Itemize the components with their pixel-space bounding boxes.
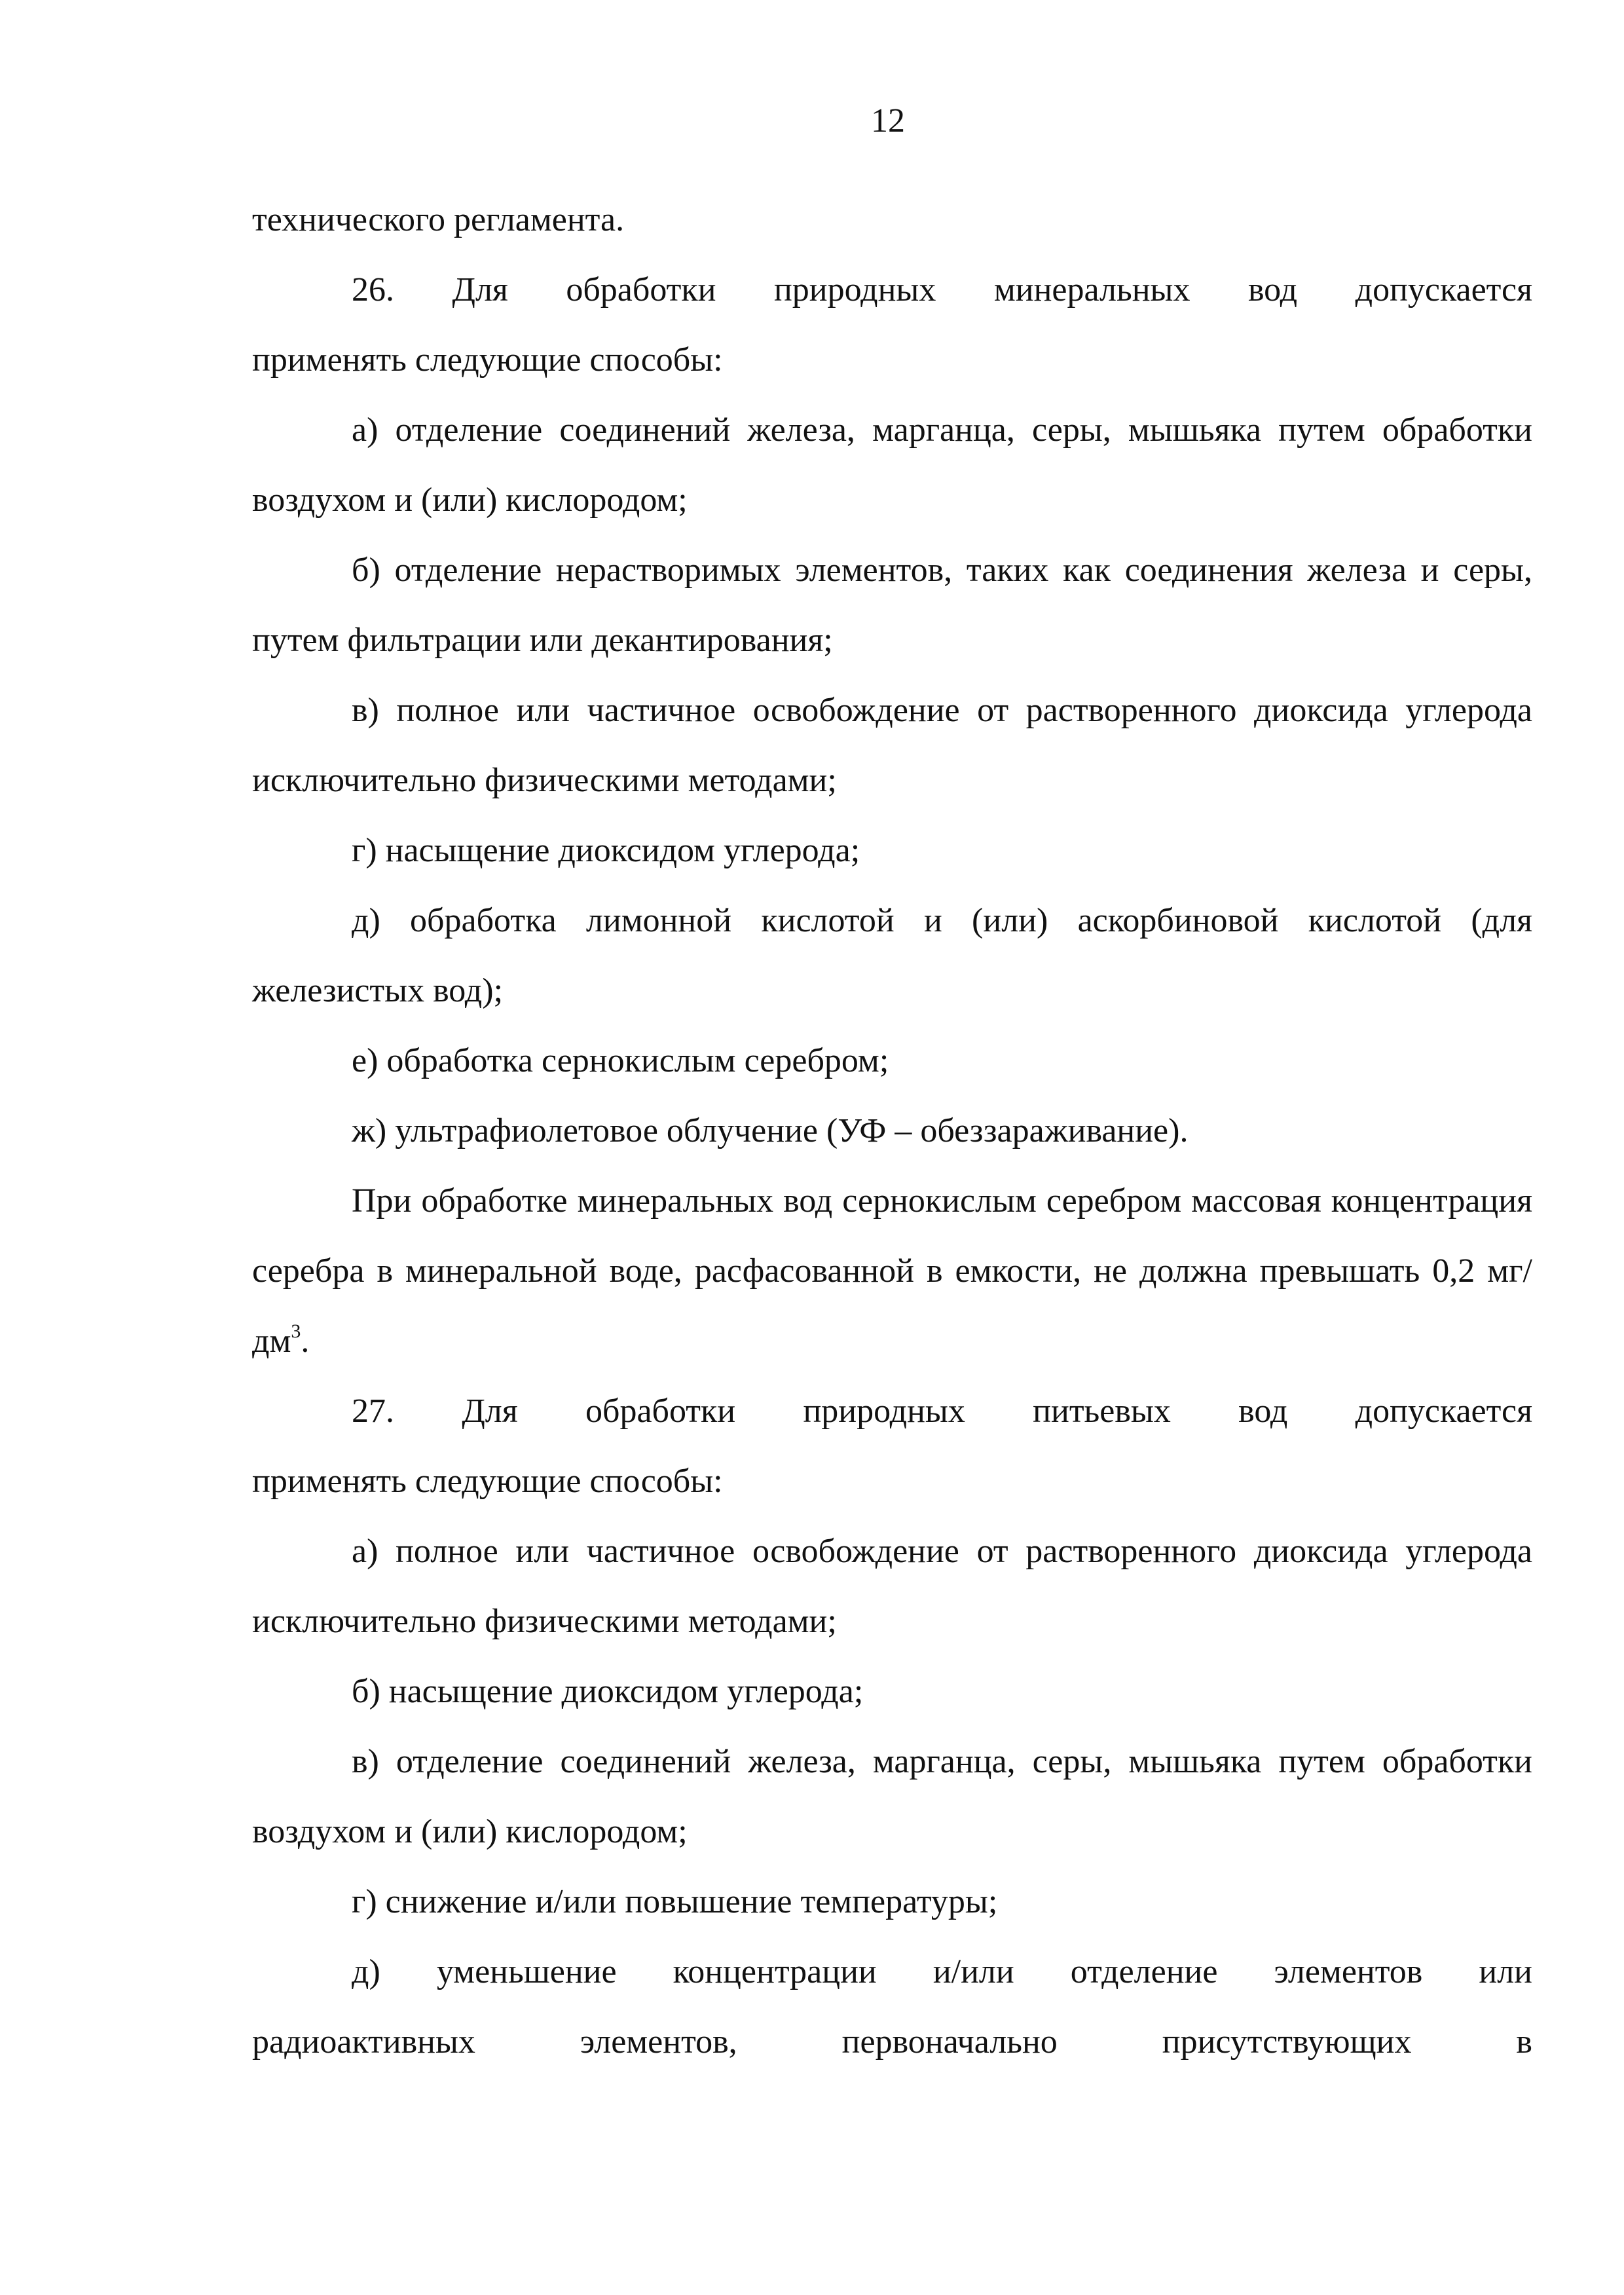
page-number: 12 bbox=[871, 102, 905, 140]
clause-27-item-d-line1: д) уменьшение концентрации и/или отделение элементов или bbox=[352, 1953, 1532, 1990]
clause-26-item-zh: ж) ультрафиолетовое облучение (УФ – обеззараживание). bbox=[352, 1112, 1189, 1149]
silver-concentration-paragraph bbox=[252, 1166, 1532, 1376]
clause-27-item-a: а) полное или частичное освобождение от растворенного диоксида углерода исключительно физическими методами; bbox=[252, 1533, 1532, 1640]
document-body bbox=[252, 185, 1532, 2077]
clause-27-item-d-line2: радиоактивных элементов, первоначально присутствующих в bbox=[252, 2023, 1532, 2061]
clause-27-item-g: г) снижение и/или повышение температуры; bbox=[352, 1883, 998, 1920]
clause-26-item-v: в) полное или частичное освобождение от растворенного диоксида углерода исключительно физическими методами; bbox=[252, 692, 1532, 799]
clause-26-item-a: а) отделение соединений железа, марганца, серы, мышьяка путем обработки воздухом и (или) кислородом; bbox=[252, 411, 1532, 519]
clause-26-heading-line1: 26. Для обработки природных минеральных вод допускается bbox=[352, 271, 1532, 308]
paragraph-continuation: технического регламента. bbox=[252, 201, 625, 238]
clause-26-item-e: е) обработка сернокислым серебром; bbox=[352, 1042, 889, 1079]
clause-27-heading-line2: применять следующие способы: bbox=[252, 1463, 723, 1500]
silver-concentration-text: При обработке минеральных вод сернокислым серебром массовая концентрация серебра в минеральной воде, расфасованной в емкости, не должна превышать 0,2 мг/дм bbox=[252, 1182, 1532, 1360]
clause-27-item-v: в) отделение соединений железа, марганца, серы, мышьяка путем обработки воздухом и (или) кислородом; bbox=[252, 1743, 1532, 1850]
clause-27-heading-line1: 27. Для обработки природных питьевых вод допускается bbox=[352, 1392, 1532, 1430]
clause-26-item-g: г) насыщение диоксидом углерода; bbox=[352, 832, 860, 869]
clause-26-heading-line2: применять следующие способы: bbox=[252, 341, 723, 379]
clause-26-item-b: б) отделение нерастворимых элементов, таких как соединения железа и серы, путем фильтрации или декантирования; bbox=[252, 551, 1532, 659]
clause-26-item-d: д) обработка лимонной кислотой и (или) аскорбиновой кислотой (для железистых вод); bbox=[252, 902, 1532, 1009]
silver-concentration-end: . bbox=[301, 1322, 310, 1360]
clause-27-item-b: б) насыщение диоксидом углерода; bbox=[352, 1673, 864, 1710]
superscript-exponent: 3 bbox=[291, 1320, 301, 1342]
